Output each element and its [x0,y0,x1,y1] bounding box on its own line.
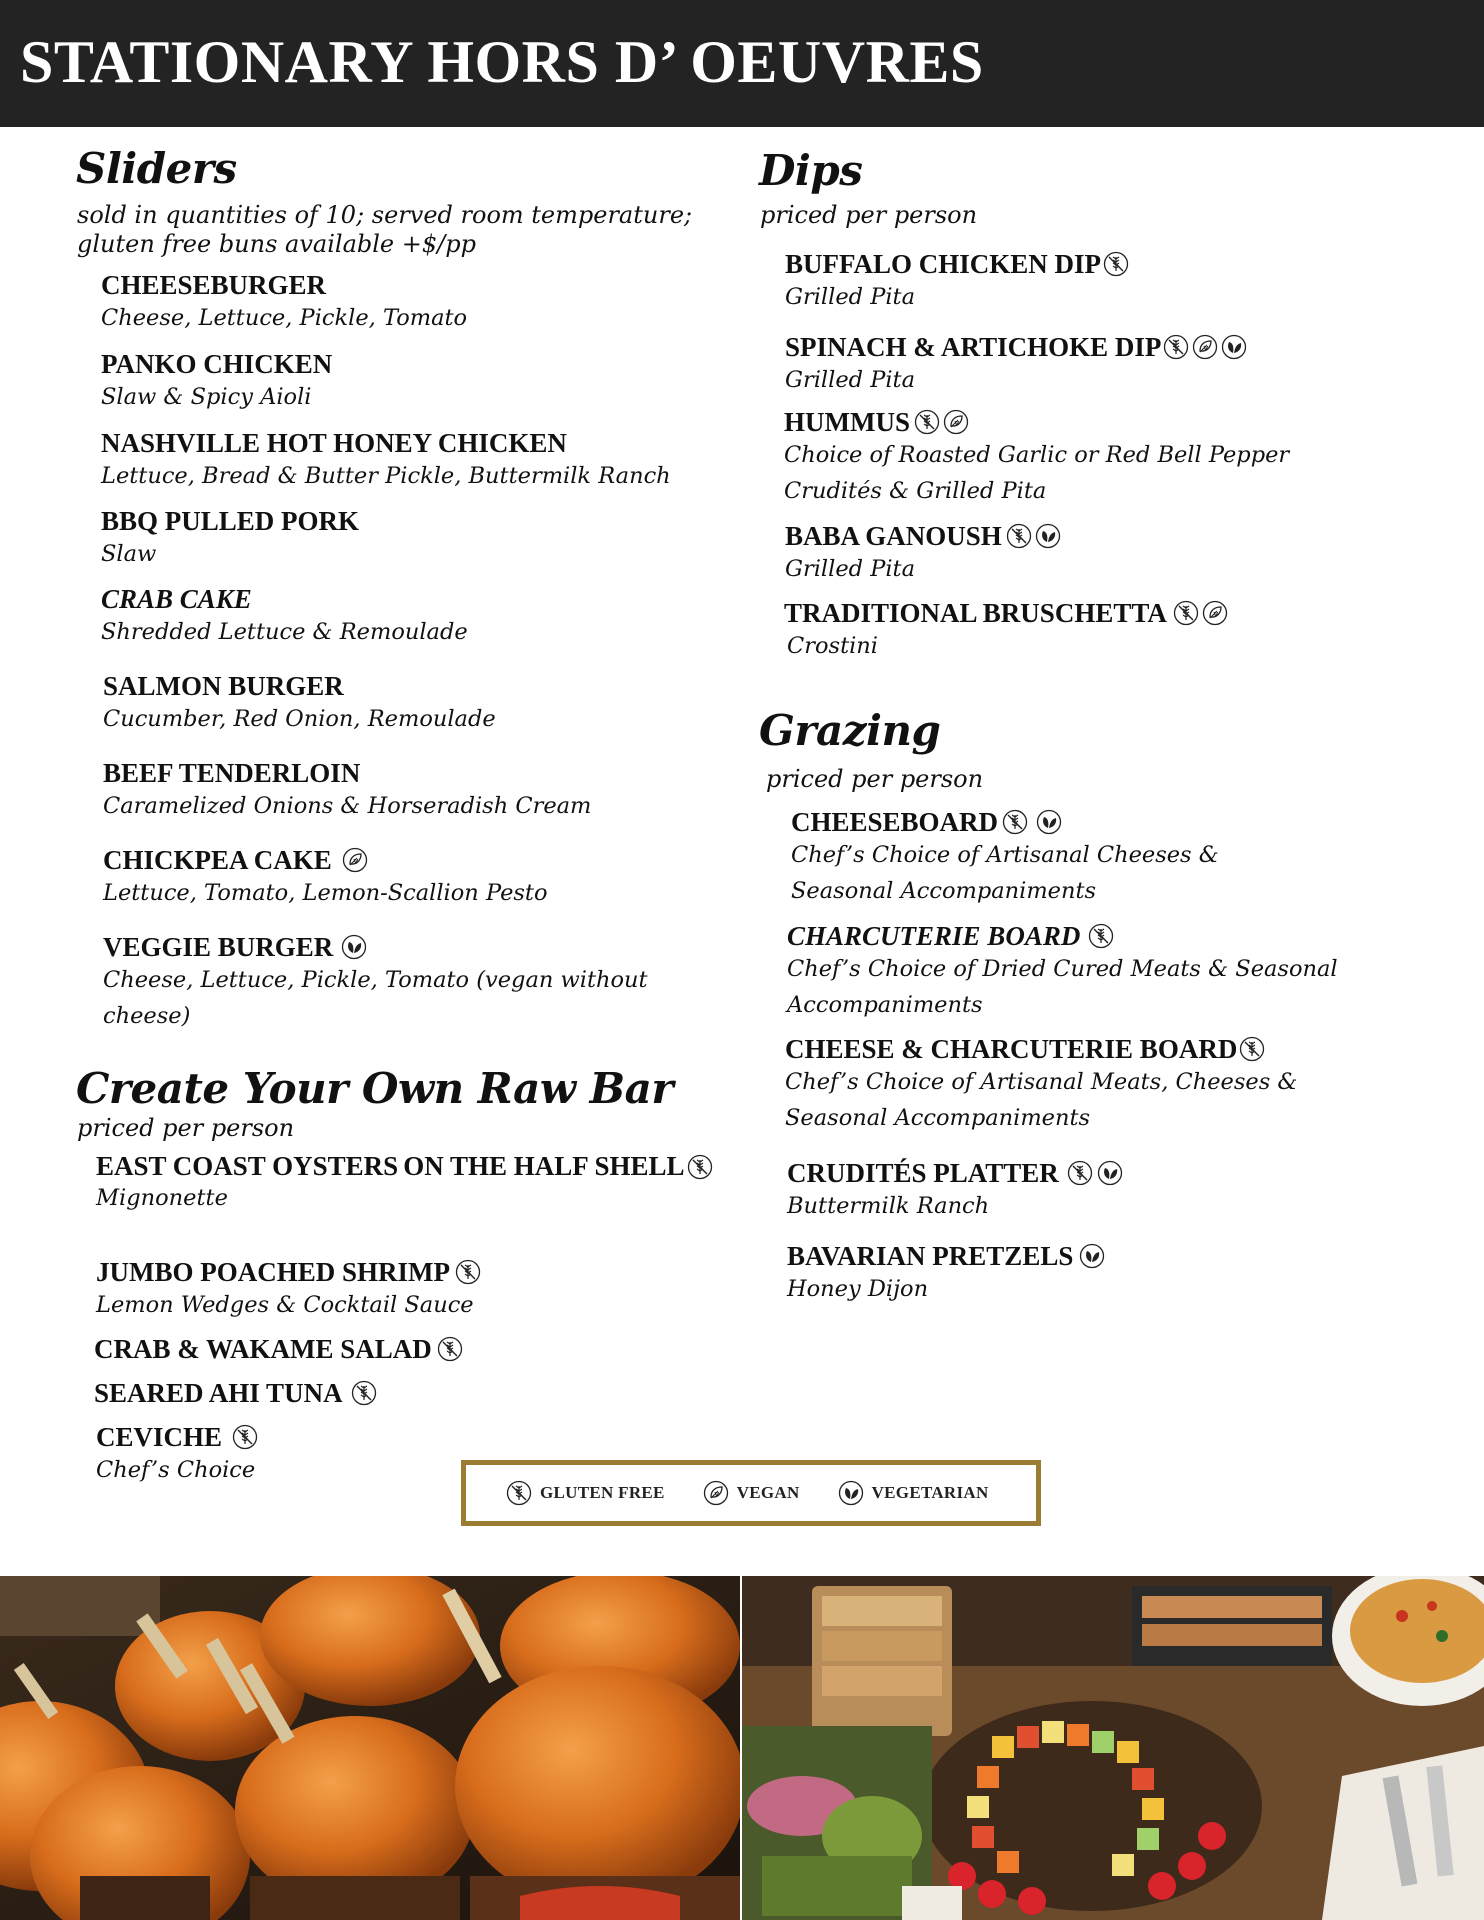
item-description: Caramelized Onions & Horseradish Cream [103,793,592,819]
item-description: Slaw & Spicy Aioli [101,384,312,410]
item-name: CRAB CAKE [101,584,252,614]
item-description: Slaw [101,541,157,567]
item-name: BUFFALO CHICKEN DIP [785,249,1129,279]
dips-note: priced per person [760,201,978,229]
item-name: CRUDITÉS PLATTER [787,1158,1123,1188]
menu-item-east-coast-oysters [96,1153,713,1216]
gluten-free-icon [437,1336,463,1362]
item-description: Grilled Pita [785,556,915,582]
grazing-table-photo [742,1576,1484,1920]
item-name: CHEESE & CHARCUTERIE BOARD [785,1034,1265,1064]
item-description: Cheese, Lettuce, Pickle, Tomato (vegan without [103,967,648,993]
item-description: Lettuce, Tomato, Lemon-Scallion Pesto [103,880,548,906]
gluten-free-icon [687,1154,713,1180]
item-name: CHARCUTERIE BOARD [787,921,1114,951]
item-name: SALMON BURGER [103,671,344,701]
menu-item-veggie-burger [103,932,648,1034]
menu-item-bbq-pulled-pork [101,506,359,572]
dietary-legend [461,1460,1041,1526]
menu-item-ceviche [96,1422,258,1488]
item-description: Chef’s Choice of Dried Cured Meats & Seasonal [787,956,1338,982]
item-name: CRAB & WAKAME SALAD [94,1334,463,1364]
menu-item-beef-tenderloin [103,758,591,824]
vegetarian-icon [1035,523,1061,549]
sliders-note-line2: gluten free buns available +$/pp [77,230,476,258]
item-description-cont: Seasonal Accompaniments [785,1105,1091,1131]
vegetarian-icon [838,1480,864,1506]
item-name: TRADITIONAL BRUSCHETTA [784,598,1228,628]
item-description: Chef’s Choice [96,1457,256,1483]
gluten-free-icon [1067,1160,1093,1186]
vegetarian-icon [1079,1243,1105,1269]
gluten-free-icon [1002,809,1028,835]
gluten-free-icon [1103,251,1129,277]
grazing-note: priced per person [766,765,984,793]
vegan-icon [943,409,969,435]
gluten-free-icon [232,1424,258,1450]
item-description: Chef’s Choice of Artisanal Cheeses & [791,842,1219,868]
item-name: BABA GANOUSH [785,521,1061,551]
item-description: Chef’s Choice of Artisanal Meats, Cheeses & [785,1069,1298,1095]
item-name: BEEF TENDERLOIN [103,758,361,788]
item-description-cont: Crudités & Grilled Pita [784,478,1047,504]
menu-item-cheese-charcuterie-board [785,1034,1297,1136]
legend-gluten-free [506,1480,665,1506]
menu-item-crab-wakame-salad [94,1334,463,1364]
item-name: PANKO CHICKEN [101,349,333,379]
menu-item-chickpea-cake [103,845,548,911]
legend-vegan [703,1480,800,1506]
vegetarian-icon [1097,1160,1123,1186]
gluten-free-icon [1163,334,1189,360]
item-name: EAST COAST OYSTERS [96,1151,399,1181]
gluten-free-icon [506,1480,532,1506]
menu-item-crudites-platter [787,1158,1123,1224]
gluten-free-icon [1239,1036,1265,1062]
item-name: SPINACH & ARTICHOKE DIP [785,332,1247,362]
gluten-free-icon [1173,600,1199,626]
legend-label: GLUTEN FREE [540,1483,665,1502]
item-description: Grilled Pita [785,367,915,393]
vegetarian-icon [1036,809,1062,835]
item-description: Grilled Pita [785,284,915,310]
item-name: BBQ PULLED PORK [101,506,360,536]
vegan-icon [1202,600,1228,626]
sliders-title: Sliders [76,144,237,193]
menu-item-bavarian-pretzels [787,1241,1105,1307]
sliders-note-line1: sold in quantities of 10; served room temperature; [77,201,693,229]
item-name: CHICKPEA CAKE [103,845,368,875]
item-description: Buttermilk Ranch [787,1193,990,1219]
item-description: Lemon Wedges & Cocktail Sauce [96,1292,474,1318]
grazing-title: Grazing [759,706,941,755]
menu-item-traditional-bruschetta [784,598,1228,664]
vegan-icon [703,1480,729,1506]
item-name-cont: ON THE HALF SHELL [403,1153,712,1180]
legend-label: VEGETARIAN [871,1483,989,1502]
item-name: HUMMUS [784,407,969,437]
item-name: CEVICHE [96,1422,258,1452]
item-description: Cheese, Lettuce, Pickle, Tomato [101,305,468,331]
menu-item-salmon-burger [103,671,496,737]
vegan-icon [1192,334,1218,360]
page-title: STATIONARY HORS D’ OEUVRES [20,29,984,95]
item-name: NASHVILLE HOT HONEY CHICKEN [101,428,567,458]
item-name: JUMBO POACHED SHRIMP [96,1257,481,1287]
menu-item-jumbo-poached-shrimp [96,1257,481,1323]
vegan-icon [342,847,368,873]
item-name: VEGGIE BURGER [103,932,367,962]
legend-vegetarian [838,1480,989,1506]
menu-item-crab-cake [101,584,468,650]
legend-label: VEGAN [736,1483,800,1502]
menu-item-baba-ganoush [785,521,1061,587]
menu-item-charcuterie-board [787,921,1338,1023]
item-name: SEARED AHI TUNA [94,1378,377,1408]
item-name: CHEESEBURGER [101,270,327,300]
raw-bar-title: Create Your Own Raw Bar [76,1064,673,1113]
item-description: Choice of Roasted Garlic or Red Bell Pepper [784,442,1290,468]
item-description-cont: cheese) [103,1003,191,1029]
menu-item-buffalo-chicken-dip [785,249,1129,315]
gluten-free-icon [914,409,940,435]
gluten-free-icon [1088,923,1114,949]
menu-item-cheeseburger [101,270,467,336]
item-description: Mignonette [96,1185,228,1211]
dips-title: Dips [759,146,863,195]
vegetarian-icon [1221,334,1247,360]
item-description: Lettuce, Bread & Butter Pickle, Buttermilk Ranch [101,463,671,489]
item-description: Crostini [787,633,878,659]
menu-item-hummus [784,407,1289,509]
gluten-free-icon [1006,523,1032,549]
gluten-free-icon [351,1380,377,1406]
gluten-free-icon [455,1259,481,1285]
item-description-cont: Accompaniments [787,992,983,1018]
sliders-photo [0,1576,740,1920]
menu-item-cheeseboard [791,807,1219,909]
menu-item-spinach-artichoke-dip [785,332,1247,398]
item-description: Shredded Lettuce & Remoulade [101,619,468,645]
vegetarian-icon [341,934,367,960]
item-description-cont: Seasonal Accompaniments [791,878,1097,904]
item-description: Cucumber, Red Onion, Remoulade [103,706,496,732]
menu-item-seared-ahi-tuna [94,1378,377,1408]
menu-item-nashville-hot-honey-chicken [101,428,671,494]
raw-bar-note: priced per person [77,1114,295,1142]
item-name: BAVARIAN PRETZELS [787,1241,1105,1271]
item-description: Honey Dijon [787,1276,929,1302]
menu-item-panko-chicken [101,349,332,415]
item-name: CHEESEBOARD [791,807,1062,837]
